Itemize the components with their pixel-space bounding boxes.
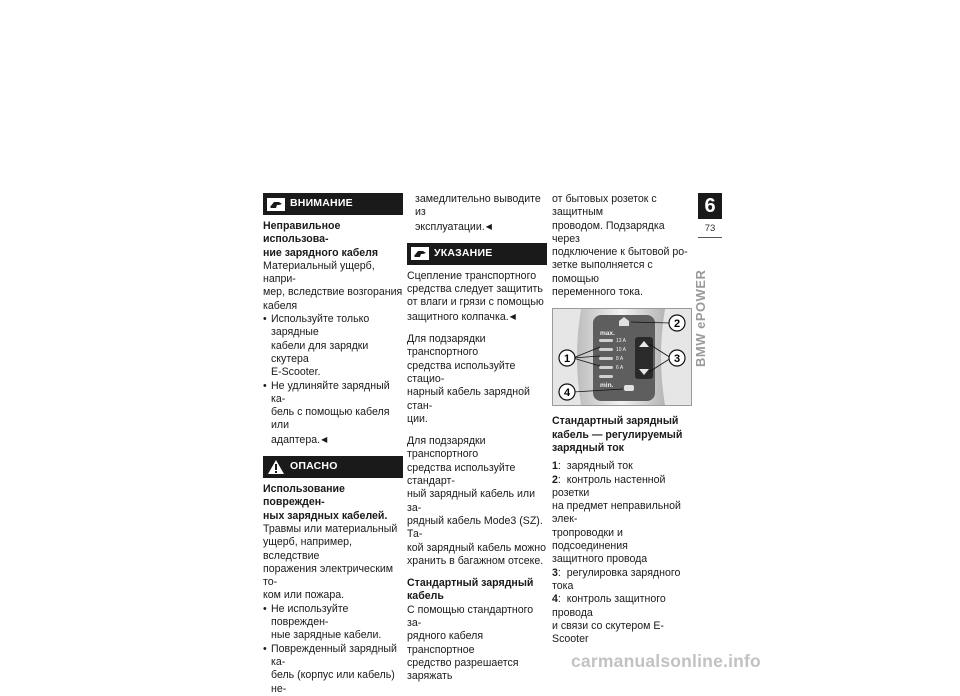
column-2: [407, 193, 547, 684]
warning-body-1: Материальный ущерб, напри-: [263, 259, 375, 286]
col3-cont-3: подключение к бытовой ро-: [552, 246, 688, 259]
warning-body-2: мер, вследствие возгорания: [263, 286, 403, 299]
warning-title-1: Неправильное использова-: [263, 220, 341, 246]
max-label: max.: [600, 330, 615, 338]
legend-3: 3: регулировка зарядного тока: [552, 566, 681, 592]
warning-bullet-1-line-2: кабели для зарядки скутера: [271, 339, 369, 365]
note-body-2: средства следует защитить: [407, 283, 543, 296]
danger-banner: [263, 456, 403, 478]
warning-bullet-2-line-3: адаптера. ◀: [263, 433, 403, 447]
danger-body-1: Травмы или материальный: [263, 522, 398, 535]
danger-bullet-1: • Не используйте поврежден-: [263, 602, 349, 629]
para2-line-4: рядный кабель Mode3 (SZ). Та-: [407, 514, 543, 541]
level-13a: 13 A: [616, 338, 627, 345]
callout-2-label: 2: [673, 318, 681, 331]
note-body-4: защитного колпачка. ◀: [407, 310, 547, 324]
para2-line-6: хранить в багажном отсеке.: [407, 554, 544, 567]
continued-line-1: замедлительно выводите из: [415, 193, 541, 219]
danger-body-2: ущерб, например, вследствие: [263, 536, 352, 562]
hand-note-icon: [410, 246, 430, 262]
note-banner: [407, 243, 547, 265]
para1-line-2: средства используйте стацио-: [407, 359, 516, 385]
danger-body-4: ком или пожара.: [263, 589, 345, 602]
danger-body-3: поражения электрическим то-: [263, 562, 394, 589]
danger-title-1: Использование поврежден-: [263, 483, 345, 509]
warning-title-2: ние зарядного кабеля: [263, 246, 379, 259]
warning-body-3: кабеля: [263, 299, 298, 312]
legend-4: 4: контроль защитного провода: [552, 593, 666, 619]
column-3: [552, 193, 694, 646]
page-number: 73: [704, 223, 716, 234]
warning-bullet-2: • Не удлиняйте зарядный ка-: [263, 379, 390, 405]
warning-bullet-1-line-3: E-Scooter.: [271, 366, 321, 379]
standard-cable-heading-2: кабель: [407, 590, 444, 603]
standard-cable-heading-1: Стандартный зарядный: [407, 577, 534, 590]
level-6a: 6 A: [616, 365, 624, 372]
brand-label: BMW ePOWER: [693, 269, 708, 367]
warning-banner: [263, 193, 403, 215]
para3-line-1: С помощью стандартного за-: [407, 603, 534, 630]
warning-bullet-1: • Используйте только зарядные: [263, 313, 370, 339]
warning-bullet-2-line-2: бель с помощью кабеля или: [271, 406, 390, 432]
col3-cont-4: зетке выполняется с помощью: [552, 259, 653, 285]
para1-line-4: ции.: [407, 412, 428, 425]
continued-line-2: эксплуатации. ◀: [407, 220, 547, 234]
callout-4-label: 4: [563, 387, 571, 400]
para2-line-2: средства используйте стандарт-: [407, 461, 516, 488]
col3-cont-5: переменного тока.: [552, 286, 643, 299]
legend-2-line-3: тропроводки и подсоединения: [552, 526, 628, 553]
legend-2-line-2: на предмет неправильной элек-: [552, 500, 681, 526]
level-8a: 8 A: [616, 356, 624, 363]
para2-line-3: ный зарядный кабель или за-: [407, 488, 535, 514]
warning-label: ВНИМАНИЕ: [290, 197, 353, 210]
para2-line-1: Для подзарядки транспортного: [407, 435, 486, 461]
regulated-heading-2: кабель — регулируемый: [552, 428, 683, 441]
col3-cont-1: от бытовых розеток с защитным: [552, 193, 657, 219]
chapter-divider: [698, 237, 722, 238]
control-box-illustration: [553, 309, 691, 405]
chapter-number: 6: [698, 193, 722, 219]
col3-cont-2: проводом. Подзарядка через: [552, 219, 665, 245]
exclamation-triangle-icon: [266, 459, 286, 475]
para3-line-2: рядного кабеля транспортное: [407, 630, 484, 656]
note-label: УКАЗАНИЕ: [434, 247, 493, 260]
level-10a: 10 A: [616, 347, 627, 354]
legend-2: 2: контроль настенной розетки: [552, 473, 666, 499]
note-body-3: от влаги и грязи с помощью: [407, 296, 544, 309]
charging-cable-control-figure: [552, 308, 692, 406]
column-1: [263, 193, 403, 696]
para1-line-1: Для подзарядки транспортного: [407, 333, 486, 359]
danger-bullet-1-line-2: ные зарядные кабели.: [271, 629, 382, 642]
danger-bullet-2: • Поврежденный зарядный ка-: [263, 642, 397, 668]
chapter-marker: [698, 193, 722, 238]
para1-line-3: нарный кабель зарядной стан-: [407, 386, 530, 412]
danger-label: ОПАСНО: [290, 460, 338, 473]
para2-line-5: кой зарядный кабель можно: [407, 541, 547, 554]
note-body-1: Сцепление транспортного: [407, 269, 537, 282]
danger-title-2: ных зарядных кабелей.: [263, 509, 388, 522]
legend-4-line-2: и связи со скутером E-Scooter: [552, 619, 664, 646]
regulated-heading-1: Стандартный зарядный: [552, 415, 679, 428]
para3-line-3: средство разрешается заряжать: [407, 656, 519, 683]
watermark: carmanualsonline.info: [571, 651, 761, 671]
callout-3-label: 3: [673, 353, 681, 366]
danger-bullet-2-line-2: бель (корпус или кабель) не-: [271, 669, 395, 695]
hand-warning-icon: [266, 196, 286, 212]
legend-1: 1: зарядный ток: [552, 460, 633, 473]
plug-status-icon: [624, 385, 634, 391]
callout-1-label: 1: [563, 353, 571, 366]
min-label: min.: [600, 382, 614, 390]
legend-2-line-4: защитного провода: [552, 553, 648, 566]
regulated-heading-3: зарядный ток: [552, 441, 624, 454]
